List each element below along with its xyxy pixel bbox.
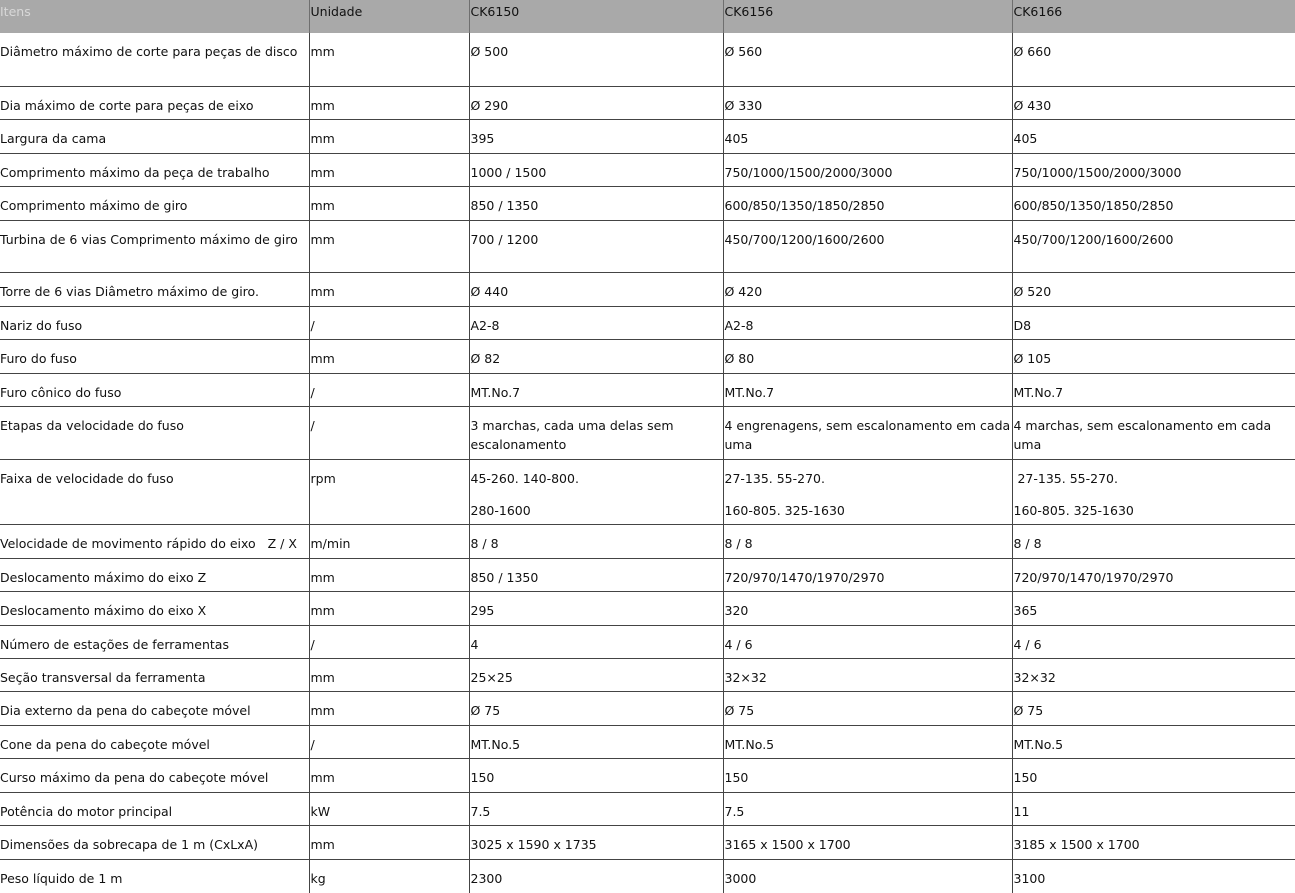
cell-ck6150: 395 <box>469 119 723 153</box>
cell-unidade: mm <box>309 272 469 306</box>
table-row <box>0 373 1295 406</box>
cell-ck6150: 700 / 1200 <box>469 220 723 272</box>
cell-line: 27-135. 55-270. <box>725 469 1012 488</box>
cell-itens: Seção transversal da ferramenta <box>0 658 309 691</box>
cell-ck6166: D8 <box>1012 306 1295 339</box>
cell-itens: Deslocamento máximo do eixo Z <box>0 558 309 591</box>
cell-ck6166: 4 marchas, sem escalonamento em cada uma <box>1012 406 1295 459</box>
cell-ck6150: Ø 82 <box>469 339 723 373</box>
cell-itens: Etapas da velocidade do fuso <box>0 406 309 459</box>
cell-ck6166: 750/1000/1500/2000/3000 <box>1012 153 1295 186</box>
cell-ck6150: 295 <box>469 591 723 625</box>
table-row <box>0 792 1295 825</box>
cell-ck6150: 3 marchas, cada uma delas sem escalonamento <box>469 406 723 459</box>
cell-line: 280-1600 <box>471 501 723 520</box>
table-row <box>0 825 1295 859</box>
cell-ck6166: 450/700/1200/1600/2600 <box>1012 220 1295 272</box>
cell-unidade: / <box>309 306 469 339</box>
cell-itens: Comprimento máximo de giro <box>0 186 309 220</box>
cell-ck6166: Ø 520 <box>1012 272 1295 306</box>
cell-ck6156: 750/1000/1500/2000/3000 <box>723 153 1012 186</box>
cell-unidade: rpm <box>309 459 469 524</box>
cell-ck6166: Ø 430 <box>1012 86 1295 119</box>
header-row <box>0 0 1295 33</box>
cell-ck6156: A2-8 <box>723 306 1012 339</box>
cell-itens: Diâmetro máximo de corte para peças de disco <box>0 33 309 86</box>
cell-ck6150: Ø 500 <box>469 33 723 86</box>
cell-itens: Furo do fuso <box>0 339 309 373</box>
cell-ck6156: 4 engrenagens, sem escalonamento em cada uma <box>723 406 1012 459</box>
cell-itens: Comprimento máximo da peça de trabalho <box>0 153 309 186</box>
cell-ck6166 <box>1012 459 1295 524</box>
cell-itens: Faixa de velocidade do fuso <box>0 459 309 524</box>
cell-ck6156: 32×32 <box>723 658 1012 691</box>
cell-line: 45-260. 140-800. <box>471 469 723 488</box>
cell-ck6166: 4 / 6 <box>1012 625 1295 658</box>
table-row <box>0 339 1295 373</box>
cell-unidade: kW <box>309 792 469 825</box>
cell-ck6156: Ø 330 <box>723 86 1012 119</box>
header-itens: Itens <box>0 0 309 33</box>
table-row <box>0 524 1295 558</box>
cell-ck6150: 850 / 1350 <box>469 186 723 220</box>
cell-ck6166: Ø 660 <box>1012 33 1295 86</box>
cell-ck6150: A2-8 <box>469 306 723 339</box>
cell-ck6156: 4 / 6 <box>723 625 1012 658</box>
cell-ck6150: 1000 / 1500 <box>469 153 723 186</box>
cell-itens: Peso líquido de 1 m <box>0 859 309 893</box>
cell-ck6150: MT.No.7 <box>469 373 723 406</box>
cell-ck6166: 32×32 <box>1012 658 1295 691</box>
cell-unidade: kg <box>309 859 469 893</box>
cell-ck6166: 8 / 8 <box>1012 524 1295 558</box>
table-row <box>0 859 1295 893</box>
cell-line: 160-805. 325-1630 <box>1014 501 1295 520</box>
cell-ck6156: 600/850/1350/1850/2850 <box>723 186 1012 220</box>
cell-ck6156: 405 <box>723 119 1012 153</box>
cell-unidade: mm <box>309 658 469 691</box>
cell-unidade: mm <box>309 153 469 186</box>
cell-itens: Curso máximo da pena do cabeçote móvel <box>0 758 309 792</box>
table-row <box>0 558 1295 591</box>
cell-itens: Cone da pena do cabeçote móvel <box>0 725 309 758</box>
header-ck6150: CK6150 <box>469 0 723 33</box>
cell-ck6150: Ø 290 <box>469 86 723 119</box>
cell-itens: Nariz do fuso <box>0 306 309 339</box>
cell-ck6156: MT.No.7 <box>723 373 1012 406</box>
cell-ck6150: MT.No.5 <box>469 725 723 758</box>
cell-ck6150: Ø 440 <box>469 272 723 306</box>
cell-ck6156: MT.No.5 <box>723 725 1012 758</box>
cell-ck6150: 150 <box>469 758 723 792</box>
cell-itens: Dia externo da pena do cabeçote móvel <box>0 691 309 725</box>
cell-ck6166: 600/850/1350/1850/2850 <box>1012 186 1295 220</box>
cell-ck6150: 3025 x 1590 x 1735 <box>469 825 723 859</box>
table-row <box>0 220 1295 272</box>
table-row <box>0 725 1295 758</box>
cell-ck6156: 150 <box>723 758 1012 792</box>
cell-unidade: mm <box>309 33 469 86</box>
cell-itens: Turbina de 6 vias Comprimento máximo de giro <box>0 220 309 272</box>
cell-ck6166: 405 <box>1012 119 1295 153</box>
table-row <box>0 119 1295 153</box>
cell-ck6156: 450/700/1200/1600/2600 <box>723 220 1012 272</box>
cell-itens: Torre de 6 vias Diâmetro máximo de giro. <box>0 272 309 306</box>
table-row <box>0 658 1295 691</box>
cell-itens: Número de estações de ferramentas <box>0 625 309 658</box>
cell-ck6166: 11 <box>1012 792 1295 825</box>
cell-unidade: mm <box>309 558 469 591</box>
cell-ck6150: Ø 75 <box>469 691 723 725</box>
cell-unidade: m/min <box>309 524 469 558</box>
table-header <box>0 0 1295 33</box>
cell-itens: Furo cônico do fuso <box>0 373 309 406</box>
cell-ck6156: 3000 <box>723 859 1012 893</box>
cell-ck6166: 3100 <box>1012 859 1295 893</box>
table-row <box>0 406 1295 459</box>
header-ck6156: CK6156 <box>723 0 1012 33</box>
cell-unidade: / <box>309 406 469 459</box>
table-row <box>0 186 1295 220</box>
cell-itens: Dimensões da sobrecapa de 1 m (CxLxA) <box>0 825 309 859</box>
cell-unidade: mm <box>309 339 469 373</box>
cell-ck6156: 720/970/1470/1970/2970 <box>723 558 1012 591</box>
cell-unidade: mm <box>309 86 469 119</box>
cell-unidade: mm <box>309 591 469 625</box>
cell-ck6166: 150 <box>1012 758 1295 792</box>
cell-ck6150 <box>469 459 723 524</box>
cell-itens: Dia máximo de corte para peças de eixo <box>0 86 309 119</box>
header-unidade: Unidade <box>309 0 469 33</box>
cell-unidade: / <box>309 373 469 406</box>
table-row <box>0 459 1295 524</box>
cell-ck6166: MT.No.5 <box>1012 725 1295 758</box>
cell-ck6166: Ø 75 <box>1012 691 1295 725</box>
table-row <box>0 153 1295 186</box>
table-row <box>0 691 1295 725</box>
cell-ck6150: 25×25 <box>469 658 723 691</box>
cell-unidade: mm <box>309 119 469 153</box>
table-row <box>0 33 1295 86</box>
cell-unidade: / <box>309 725 469 758</box>
table-row <box>0 591 1295 625</box>
cell-ck6156: 320 <box>723 591 1012 625</box>
cell-ck6150: 4 <box>469 625 723 658</box>
cell-ck6156: 8 / 8 <box>723 524 1012 558</box>
cell-unidade: mm <box>309 691 469 725</box>
cell-itens: Potência do motor principal <box>0 792 309 825</box>
cell-ck6156 <box>723 459 1012 524</box>
cell-ck6156: Ø 75 <box>723 691 1012 725</box>
cell-itens: Velocidade de movimento rápido do eixo Z / X <box>0 524 309 558</box>
cell-unidade: mm <box>309 825 469 859</box>
table-row <box>0 272 1295 306</box>
cell-itens: Largura da cama <box>0 119 309 153</box>
cell-ck6150: 850 / 1350 <box>469 558 723 591</box>
cell-itens: Deslocamento máximo do eixo X <box>0 591 309 625</box>
cell-ck6150: 8 / 8 <box>469 524 723 558</box>
cell-unidade: mm <box>309 758 469 792</box>
cell-ck6166: 3185 x 1500 x 1700 <box>1012 825 1295 859</box>
cell-ck6156: Ø 80 <box>723 339 1012 373</box>
cell-ck6166: 365 <box>1012 591 1295 625</box>
cell-unidade: mm <box>309 186 469 220</box>
cell-ck6166: Ø 105 <box>1012 339 1295 373</box>
cell-ck6156: 3165 x 1500 x 1700 <box>723 825 1012 859</box>
cell-ck6166: MT.No.7 <box>1012 373 1295 406</box>
table-row <box>0 625 1295 658</box>
table-body <box>0 33 1295 893</box>
table-row <box>0 758 1295 792</box>
table-row <box>0 306 1295 339</box>
cell-ck6150: 2300 <box>469 859 723 893</box>
cell-ck6156: 7.5 <box>723 792 1012 825</box>
table-row <box>0 86 1295 119</box>
cell-ck6156: Ø 420 <box>723 272 1012 306</box>
cell-line: 160-805. 325-1630 <box>725 501 1012 520</box>
cell-ck6150: 7.5 <box>469 792 723 825</box>
cell-ck6156: Ø 560 <box>723 33 1012 86</box>
cell-unidade: / <box>309 625 469 658</box>
cell-unidade: mm <box>309 220 469 272</box>
header-ck6166: CK6166 <box>1012 0 1295 33</box>
cell-line: 27-135. 55-270. <box>1014 469 1295 488</box>
cell-ck6166: 720/970/1470/1970/2970 <box>1012 558 1295 591</box>
